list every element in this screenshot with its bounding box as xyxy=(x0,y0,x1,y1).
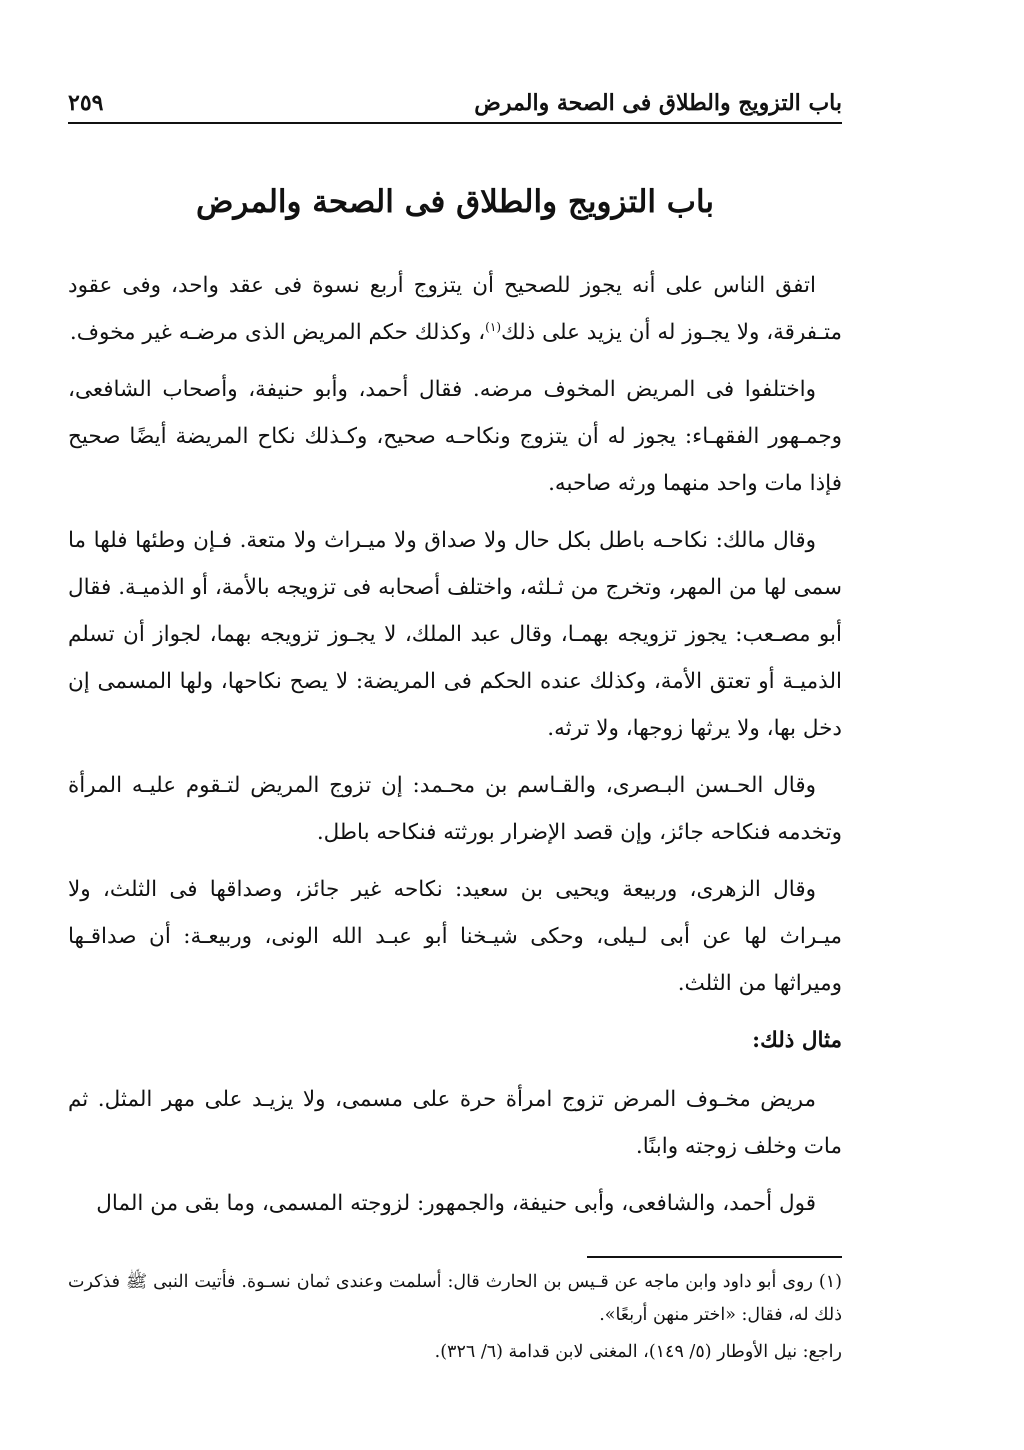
paragraph-4: وقال الحـسن البـصرى، والقـاسم بن محـمد: إن تزوج المريض لتـقوم عليـه المرأة وتخدمه فنكاحه جائز، وإن قصد الإضرار بورثته فنكاحه باطل. xyxy=(68,773,842,845)
paragraph-5: وقال الزهرى، وربيعة ويحيى بن سعيد: نكاحه غير جائز، وصداقها فى الثلث، ولا ميـراث لها عن أبى لـيلى، وحكى شيـخنا أبو عبـد الله الونى، وربيعـة: أن صداقـها وميراثها من الثلث. xyxy=(68,877,842,996)
example-subheading: مثال ذلك: xyxy=(752,1028,842,1053)
paragraph-6: مريض مخـوف المرض تزوج امرأة حرة على مسمى، ولا يزيـد على مهر المثل. ثم مات وخلف زوجته وابنًا. xyxy=(68,1087,842,1159)
paragraph-1-text-before: اتفق الناس على أنه يجوز للصحيح أن يتزوج أربع نسوة فى عقد واحد، وفى عقود متـفرقة، ولا يجـوز له أن يزيد على ذلك xyxy=(68,273,842,345)
paragraph-3: وقال مالك: نكاحـه باطل بكل حال ولا صداق ولا ميـراث ولا متعة. فـإن وطئها فلها ما سمى لها من المهر، وتخرج من ثـلثه، واختلف أصحابه فى تزويجه بالأمة، أو الذميـة. فقال أبو مصـعب: يجوز تزويجه بهمـا، وقال عبد الملك، لا يجـوز تزويجه بهما، لجواز أن تسلم الذميـة أو تعتق الأمة، وكذلك عنده الحكم فى المريضة: لا يصح نكاحها، ولها المسمى إن دخل بها، ولا يرثها زوجها، ولا ترثه. xyxy=(68,528,842,741)
footnote-references: راجع: نيل الأوطار (٥/ ١٤٩)، المغنى لابن قدامة (٦/ ٣٢٦). xyxy=(434,1342,842,1362)
paragraph-1 xyxy=(68,262,842,356)
footnote-1 xyxy=(68,1266,842,1332)
paragraph-7: قول أحمد، والشافعى، وأبى حنيفة، والجمهور: لزوجته المسمى، وما بقى من المال xyxy=(96,1191,816,1216)
footnote-divider xyxy=(587,1256,842,1258)
chapter-title: باب التزويج والطلاق فى الصحة والمرض xyxy=(195,184,715,220)
paragraph-2: واختلفوا فى المريض المخوف مرضه. فقال أحمد، وأبو حنيفة، وأصحاب الشافعى، وجمـهور الفقهـاء: يجوز له أن يتزوج ونكاحـه صحيح، وكـذلك نكاح المريضة أيضًا صحيح فإذا مات واحد منهما ورثه صاحبه. xyxy=(68,377,842,496)
header-title: باب التزويج والطلاق فى الصحة والمرض xyxy=(474,90,842,116)
body-text xyxy=(68,262,842,1237)
paragraph-1-text-after: ، وكذلك حكم المريض الذى مرضـه غير مخوف. xyxy=(69,320,486,345)
footnotes-section xyxy=(68,1256,842,1369)
page-number: ٢٥٩ xyxy=(68,90,104,116)
footnote-marker: (١) xyxy=(485,319,501,334)
running-header xyxy=(68,78,842,124)
footnote-1-text: روى أبو داود وابن ماجه عن قـيس بن الحارث قال: أسلمت وعندى ثمان نسـوة. فأتيت النبى ﷺ فذكرت ذلك له، فقال: «اختر منهن أربعًا». xyxy=(68,1272,842,1325)
footnote-1-marker: (١) xyxy=(818,1272,842,1292)
